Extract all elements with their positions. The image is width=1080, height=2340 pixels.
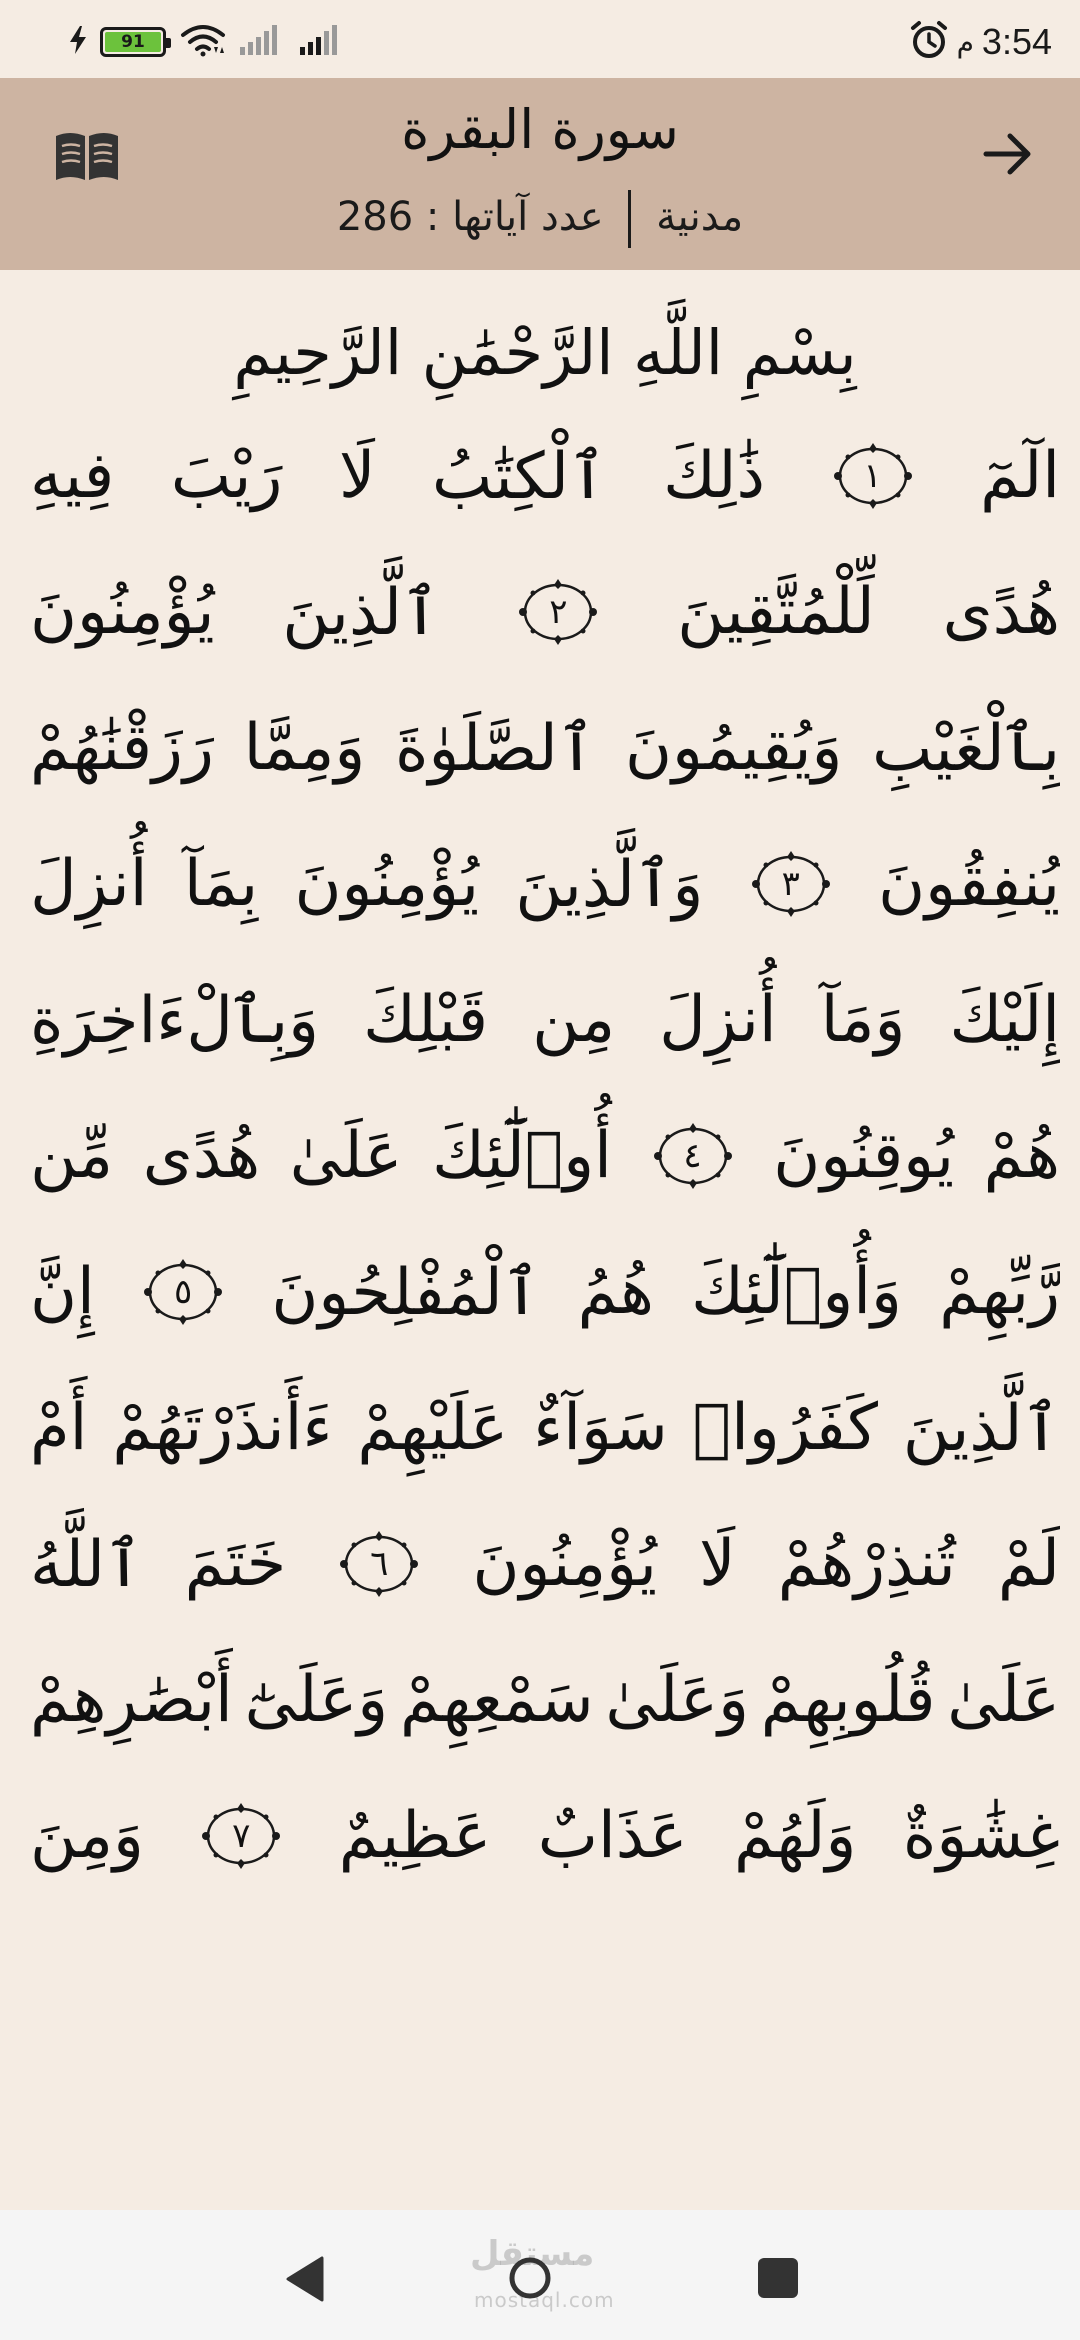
am-pm-label: م: [956, 25, 974, 59]
quran-word[interactable]: هُمْ: [983, 1119, 1060, 1193]
quran-word[interactable]: قُلُوبِهِمْ: [760, 1663, 936, 1737]
quran-word[interactable]: لَا: [338, 439, 376, 513]
ayah-number-marker[interactable]: [134, 1255, 232, 1329]
quran-word[interactable]: وَمِنَ: [30, 1799, 144, 1873]
signal-icon: [300, 25, 346, 59]
quran-word[interactable]: ٱلصَّلَوٰةَ: [394, 711, 596, 786]
quran-word[interactable]: فِيهِ: [30, 439, 115, 513]
watermark-url: mostaql.com: [474, 2288, 615, 2312]
quran-word[interactable]: يُؤْمِنُونَ: [294, 847, 479, 921]
quran-word[interactable]: يُؤْمِنُونَ: [472, 1527, 657, 1601]
surah-meta: [0, 190, 1080, 248]
quran-line: [30, 952, 1060, 1088]
quran-word[interactable]: رَزَقْنَٰهُمْ: [30, 711, 214, 785]
quran-word[interactable]: يُوقِنُونَ: [773, 1119, 955, 1193]
quran-line: [30, 816, 1060, 952]
quran-word[interactable]: يُؤْمِنُونَ: [30, 575, 215, 649]
revelation-type: مدنية: [656, 194, 744, 240]
quran-word[interactable]: وَيُقِيمُونَ: [624, 711, 843, 785]
system-nav-bar: [0, 2210, 1080, 2340]
quran-word[interactable]: عَظِيمٌ: [338, 1799, 492, 1873]
quran-line: [30, 408, 1060, 544]
recents-square-icon[interactable]: [758, 2258, 798, 2298]
quran-word[interactable]: كَفَرُوا۟: [692, 1391, 878, 1465]
home-circle-icon[interactable]: [508, 2256, 552, 2304]
arrow-right-icon[interactable]: [982, 126, 1034, 186]
quran-line: [30, 1224, 1060, 1360]
quran-word[interactable]: غِشَٰوَةٌ: [902, 1799, 1060, 1873]
watermark: مستقل: [470, 2234, 595, 2274]
battery-icon: [100, 27, 166, 57]
quran-word[interactable]: خَتَمَ: [184, 1527, 287, 1601]
quran-word[interactable]: هُمُ: [577, 1255, 654, 1329]
charging-icon: [70, 26, 86, 58]
quran-word[interactable]: وَلَهُمْ: [733, 1799, 857, 1873]
quran-page[interactable]: [30, 298, 1060, 2210]
quran-line: [30, 1768, 1060, 1904]
meta-divider: [628, 190, 631, 248]
quran-line: [30, 544, 1060, 680]
quran-word[interactable]: لَا: [699, 1527, 736, 1601]
quran-word[interactable]: لَمْ: [997, 1527, 1060, 1601]
quran-word[interactable]: أُنزِلَ: [30, 847, 148, 921]
quran-word[interactable]: وَمَآ: [820, 983, 906, 1057]
quran-word[interactable]: رَيْبَ: [170, 439, 283, 513]
quran-word[interactable]: ٱلْمُفْلِحُونَ: [271, 1255, 541, 1330]
quran-word[interactable]: وَأُو۟لَٰٓئِكَ: [691, 1255, 902, 1329]
quran-word[interactable]: أُو۟لَٰٓئِكَ: [432, 1119, 612, 1193]
clock-time: 3:54: [981, 21, 1052, 62]
quran-word[interactable]: ٱللَّهُ: [30, 1527, 143, 1602]
ayah-number: ٤: [683, 1136, 702, 1176]
back-triangle-icon[interactable]: [284, 2256, 326, 2306]
ayah-number: ١: [863, 456, 882, 496]
quran-line: [30, 680, 1060, 816]
surah-header: [0, 78, 1080, 270]
surah-title: سورة البقرة: [401, 98, 679, 161]
quran-word[interactable]: ٱلْكِتَٰبُ: [432, 439, 607, 514]
quran-word[interactable]: تُنذِرْهُمْ: [777, 1527, 956, 1601]
quran-word[interactable]: إِنَّ: [30, 1255, 95, 1329]
quran-word[interactable]: سَوَآءٌ: [533, 1391, 668, 1465]
quran-word[interactable]: ٱلَّذِينَ: [282, 575, 440, 650]
quran-word[interactable]: وَعَلَىٰٓ: [244, 1663, 389, 1737]
ayah-number-marker[interactable]: [509, 575, 607, 649]
quran-word[interactable]: سَمْعِهِمْ: [399, 1663, 594, 1737]
quran-line: [30, 1632, 1060, 1768]
ayah-number-marker[interactable]: [824, 439, 922, 513]
quran-word[interactable]: أُنزِلَ: [659, 983, 777, 1057]
quran-word[interactable]: أَبْصَٰرِهِمْ: [30, 1663, 233, 1737]
quran-word[interactable]: عَلَىٰ: [947, 1663, 1060, 1737]
ayah-number-marker[interactable]: [330, 1527, 428, 1601]
quran-word[interactable]: أَمْ: [30, 1391, 88, 1465]
quran-word[interactable]: وَبِٱلْءَاخِرَةِ: [30, 983, 320, 1058]
quran-word[interactable]: بِمَآ: [183, 847, 259, 921]
quran-word[interactable]: ءَأَنذَرْتَهُمْ: [112, 1391, 333, 1465]
quran-word[interactable]: بِٱلْغَيْبِ: [872, 711, 1060, 786]
alarm-icon: [909, 20, 949, 64]
quran-word[interactable]: وَعَلَىٰ: [605, 1663, 749, 1737]
quran-line: [30, 1088, 1060, 1224]
signal-icon: [240, 25, 286, 59]
quran-word[interactable]: وَٱلَّذِينَ: [515, 847, 704, 922]
ayah-number: ٦: [370, 1544, 389, 1584]
status-icons-right: [909, 22, 1052, 62]
quran-word[interactable]: عَلَىٰ: [289, 1119, 403, 1193]
ayah-number: ٣: [781, 864, 800, 904]
quran-word[interactable]: إِلَيْكَ: [949, 983, 1060, 1057]
wifi-icon: [180, 23, 226, 61]
quran-word[interactable]: رَّبِّهِمْ: [939, 1255, 1060, 1329]
quran-word[interactable]: هُدًى: [142, 1119, 261, 1193]
quran-lines: [30, 408, 1060, 1904]
verse-count: عدد آياتها : 286: [336, 194, 604, 240]
status-bar: [0, 0, 1080, 78]
ayah-number: ٥: [173, 1272, 193, 1312]
quran-word[interactable]: يُنفِقُونَ: [878, 847, 1060, 921]
ayah-number: ٢: [549, 592, 568, 632]
status-icons-left: [70, 22, 346, 62]
quran-word[interactable]: لِّلْمُتَّقِينَ: [677, 575, 875, 649]
quran-word[interactable]: ٱلَّذِينَ: [902, 1391, 1060, 1466]
ayah-number-marker[interactable]: [192, 1799, 290, 1873]
quran-word[interactable]: مِن: [532, 983, 616, 1057]
quran-line: [30, 1496, 1060, 1632]
ayah-number-marker[interactable]: [644, 1119, 742, 1193]
quran-word[interactable]: وَمِمَّا: [243, 711, 366, 785]
quran-word[interactable]: قَبْلِكَ: [363, 983, 489, 1057]
ayah-number-marker[interactable]: [742, 847, 840, 921]
quran-word[interactable]: ذَٰلِكَ: [663, 439, 765, 513]
quran-word[interactable]: عَلَيْهِمْ: [357, 1391, 509, 1465]
quran-word[interactable]: عَذَابٌ: [537, 1799, 688, 1873]
battery-level: 91: [105, 32, 161, 52]
ayah-number: ٧: [232, 1816, 251, 1856]
quran-line: [30, 1360, 1060, 1496]
quran-word[interactable]: الٓمٓ: [980, 439, 1060, 513]
quran-word[interactable]: هُدًى: [942, 575, 1060, 649]
basmala: بِسْمِ اللَّهِ الرَّحْمَٰنِ الرَّحِيمِ: [233, 316, 857, 389]
quran-word[interactable]: مِّن: [30, 1119, 114, 1193]
